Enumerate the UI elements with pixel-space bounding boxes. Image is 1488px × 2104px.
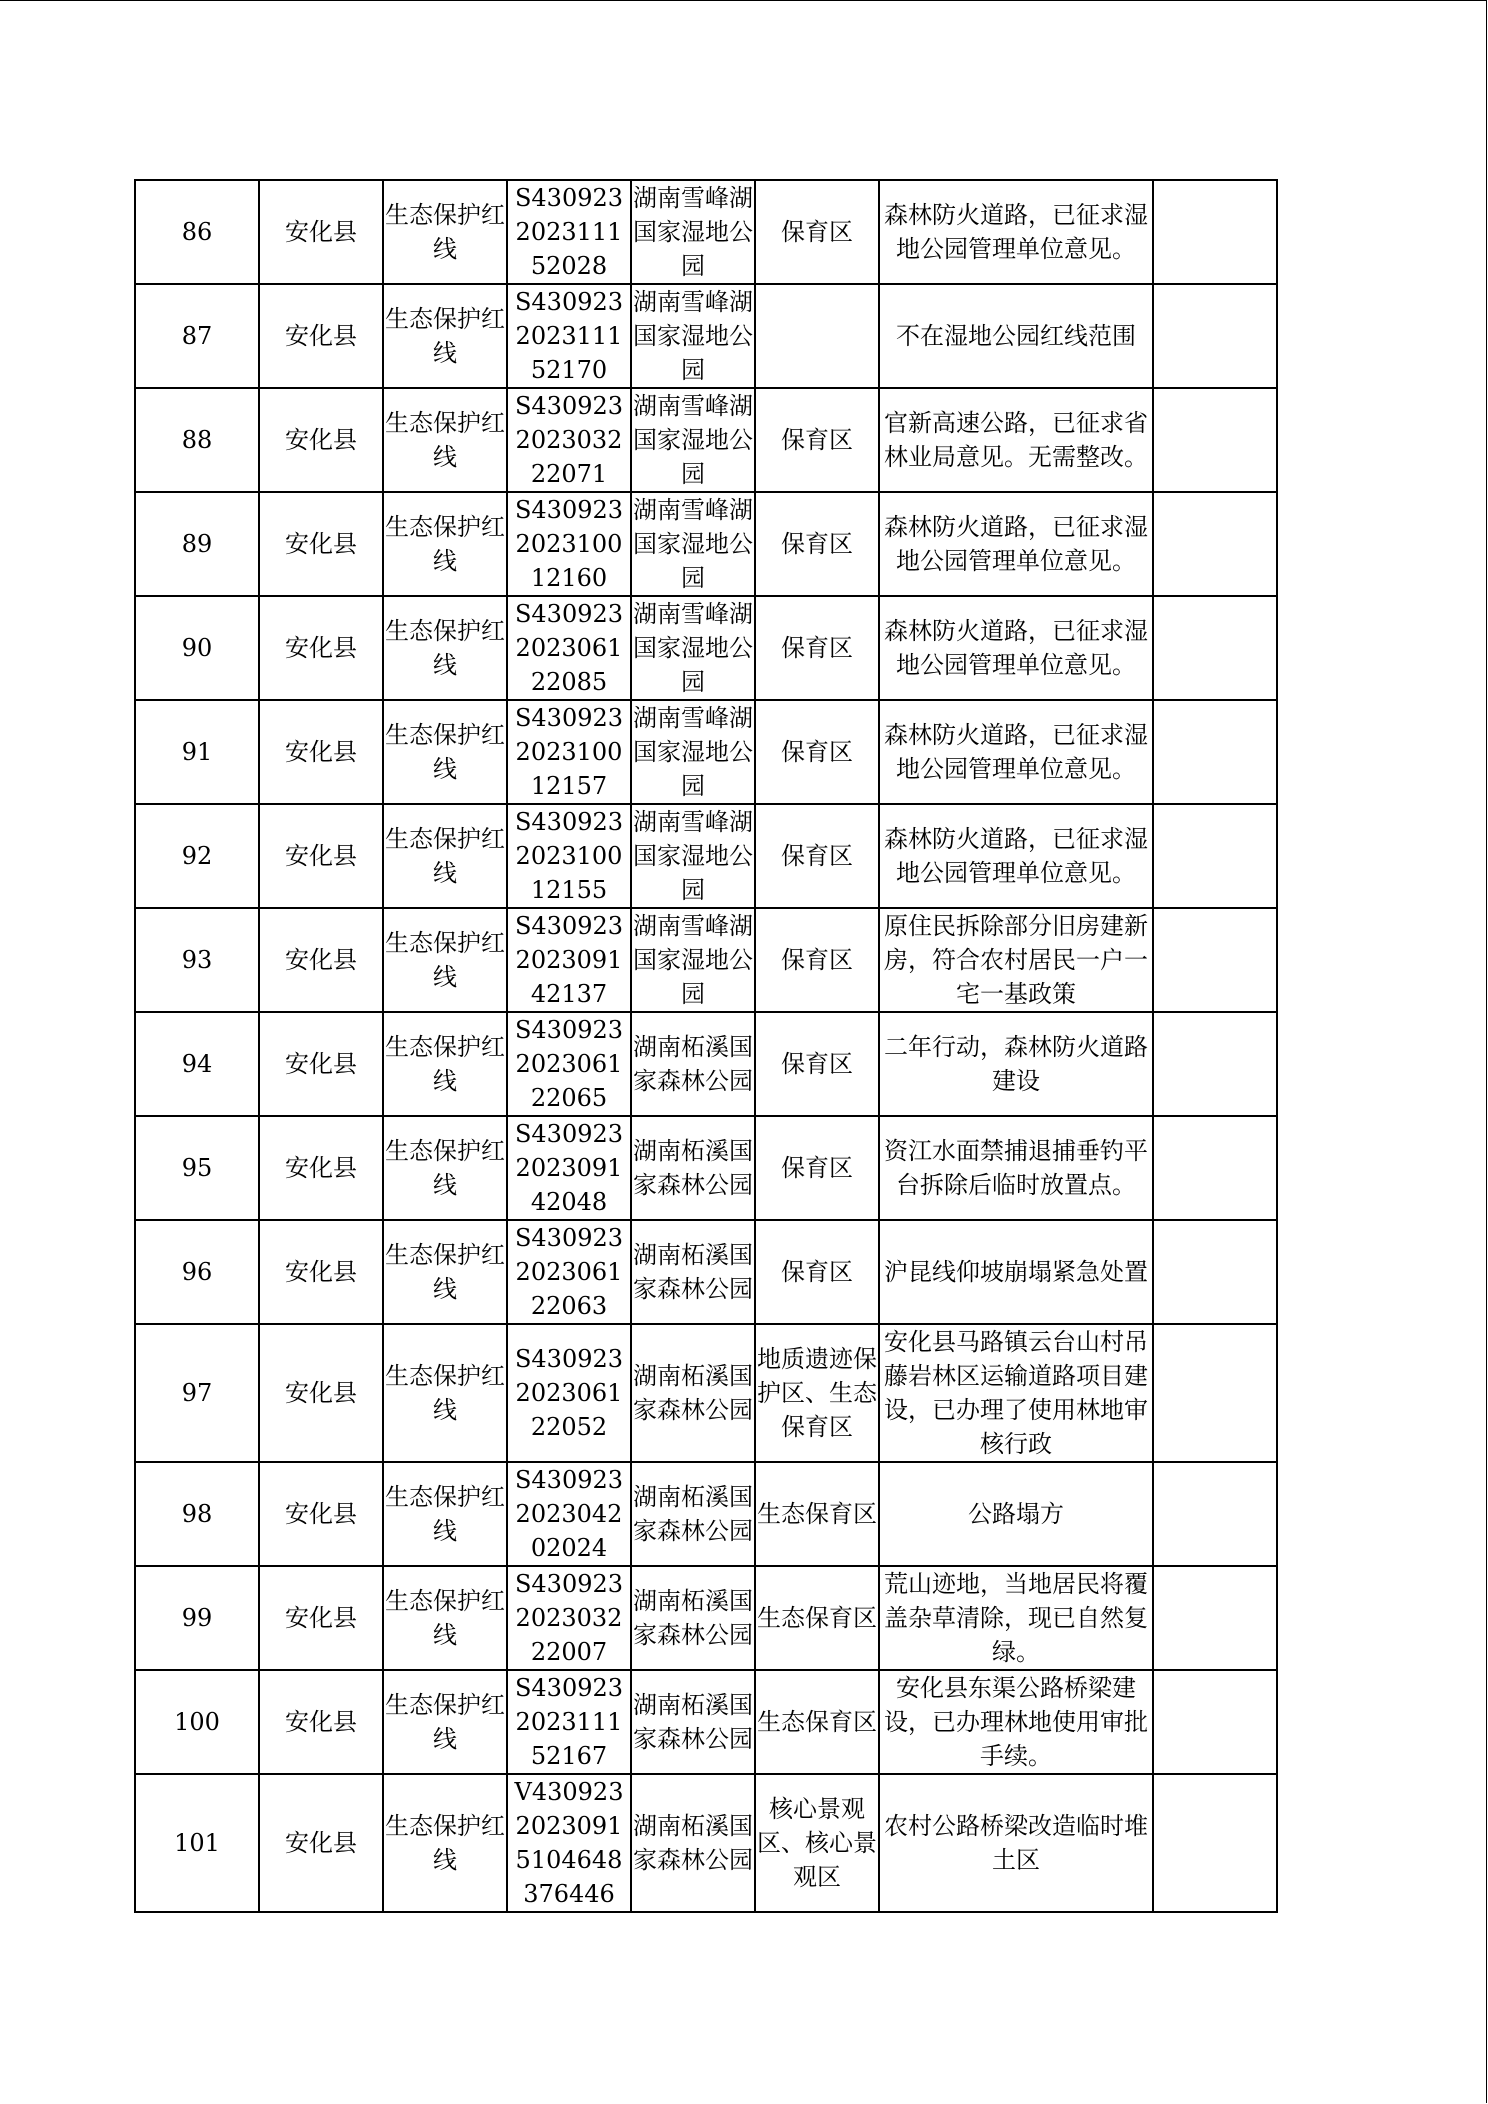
note-cell: 二年行动，森林防火道路建设 [879,1012,1153,1116]
county-cell: 安化县 [259,180,383,284]
note-cell: 荒山迹地，当地居民将覆盖杂草清除，现已自然复绿。 [879,1566,1153,1670]
table-body [135,180,1277,1912]
type-cell: 生态保护红线 [383,180,507,284]
table-row [135,1324,1277,1462]
note-cell: 安化县东渠公路桥梁建设，已办理林地使用审批手续。 [879,1670,1153,1774]
zone-cell [755,284,879,388]
park-cell: 湖南柘溪国家森林公园 [631,1324,755,1462]
code-cell: S430923202306122085 [507,596,631,700]
code-cell: S430923202310012160 [507,492,631,596]
note-cell: 原住民拆除部分旧房建新房，符合农村居民一户一宅一基政策 [879,908,1153,1012]
code-cell: S430923202309142137 [507,908,631,1012]
table-row [135,596,1277,700]
table-row [135,1566,1277,1670]
table-row [135,804,1277,908]
park-cell: 湖南雪峰湖国家湿地公园 [631,180,755,284]
type-cell: 生态保护红线 [383,1116,507,1220]
code-cell: S430923202306122052 [507,1324,631,1462]
county-cell: 安化县 [259,492,383,596]
code-cell: V43092320230915104648376446 [507,1774,631,1912]
zone-cell: 地质遗迹保护区、生态保育区 [755,1324,879,1462]
row-number-cell: 88 [135,388,259,492]
extra-cell [1153,1012,1277,1116]
note-cell: 官新高速公路，已征求省林业局意见。无需整改。 [879,388,1153,492]
table-row [135,1012,1277,1116]
park-cell: 湖南柘溪国家森林公园 [631,1670,755,1774]
park-cell: 湖南柘溪国家森林公园 [631,1774,755,1912]
zone-cell: 保育区 [755,1220,879,1324]
zone-cell: 保育区 [755,388,879,492]
code-cell: S430923202310012157 [507,700,631,804]
park-cell: 湖南雪峰湖国家湿地公园 [631,492,755,596]
extra-cell [1153,180,1277,284]
note-cell: 森林防火道路，已征求湿地公园管理单位意见。 [879,596,1153,700]
county-cell: 安化县 [259,1462,383,1566]
county-cell: 安化县 [259,388,383,492]
code-cell: S430923202311152028 [507,180,631,284]
row-number-cell: 86 [135,180,259,284]
county-cell: 安化县 [259,1670,383,1774]
code-cell: S430923202309142048 [507,1116,631,1220]
table-row [135,908,1277,1012]
county-cell: 安化县 [259,700,383,804]
table-row [135,1220,1277,1324]
park-cell: 湖南雪峰湖国家湿地公园 [631,700,755,804]
note-cell: 森林防火道路，已征求湿地公园管理单位意见。 [879,180,1153,284]
extra-cell [1153,1324,1277,1462]
code-cell: S430923202303222007 [507,1566,631,1670]
table-row [135,492,1277,596]
park-cell: 湖南柘溪国家森林公园 [631,1566,755,1670]
type-cell: 生态保护红线 [383,388,507,492]
code-cell: S430923202303222071 [507,388,631,492]
park-cell: 湖南柘溪国家森林公园 [631,1462,755,1566]
row-number-cell: 96 [135,1220,259,1324]
county-cell: 安化县 [259,1012,383,1116]
data-table [134,179,1278,1913]
code-cell: S430923202306122065 [507,1012,631,1116]
table-row [135,388,1277,492]
county-cell: 安化县 [259,1774,383,1912]
zone-cell: 保育区 [755,492,879,596]
zone-cell: 保育区 [755,1012,879,1116]
extra-cell [1153,1220,1277,1324]
zone-cell: 保育区 [755,908,879,1012]
zone-cell: 核心景观区、核心景观区 [755,1774,879,1912]
county-cell: 安化县 [259,1220,383,1324]
park-cell: 湖南柘溪国家森林公园 [631,1116,755,1220]
county-cell: 安化县 [259,1116,383,1220]
table-row [135,1774,1277,1912]
zone-cell: 保育区 [755,180,879,284]
type-cell: 生态保护红线 [383,804,507,908]
note-cell: 森林防火道路，已征求湿地公园管理单位意见。 [879,804,1153,908]
county-cell: 安化县 [259,804,383,908]
extra-cell [1153,492,1277,596]
type-cell: 生态保护红线 [383,1462,507,1566]
row-number-cell: 87 [135,284,259,388]
zone-cell: 生态保育区 [755,1462,879,1566]
type-cell: 生态保护红线 [383,1566,507,1670]
note-cell: 不在湿地公园红线范围 [879,284,1153,388]
code-cell: S430923202311152170 [507,284,631,388]
row-number-cell: 90 [135,596,259,700]
type-cell: 生态保护红线 [383,492,507,596]
extra-cell [1153,1462,1277,1566]
row-number-cell: 100 [135,1670,259,1774]
note-cell: 农村公路桥梁改造临时堆土区 [879,1774,1153,1912]
county-cell: 安化县 [259,908,383,1012]
extra-cell [1153,1670,1277,1774]
type-cell: 生态保护红线 [383,596,507,700]
extra-cell [1153,804,1277,908]
zone-cell: 保育区 [755,1116,879,1220]
extra-cell [1153,596,1277,700]
note-cell: 安化县马路镇云台山村吊藤岩林区运输道路项目建设，已办理了使用林地审核行政 [879,1324,1153,1462]
type-cell: 生态保护红线 [383,908,507,1012]
zone-cell: 保育区 [755,700,879,804]
extra-cell [1153,1774,1277,1912]
zone-cell: 保育区 [755,596,879,700]
note-cell: 资江水面禁捕退捕垂钓平台拆除后临时放置点。 [879,1116,1153,1220]
row-number-cell: 99 [135,1566,259,1670]
county-cell: 安化县 [259,284,383,388]
note-cell: 公路塌方 [879,1462,1153,1566]
zone-cell: 生态保育区 [755,1566,879,1670]
type-cell: 生态保护红线 [383,1324,507,1462]
extra-cell [1153,284,1277,388]
row-number-cell: 94 [135,1012,259,1116]
park-cell: 湖南雪峰湖国家湿地公园 [631,284,755,388]
park-cell: 湖南雪峰湖国家湿地公园 [631,388,755,492]
code-cell: S430923202310012155 [507,804,631,908]
extra-cell [1153,700,1277,804]
zone-cell: 保育区 [755,804,879,908]
county-cell: 安化县 [259,1566,383,1670]
table-row [135,1116,1277,1220]
park-cell: 湖南柘溪国家森林公园 [631,1220,755,1324]
row-number-cell: 95 [135,1116,259,1220]
table-row [135,284,1277,388]
park-cell: 湖南雪峰湖国家湿地公园 [631,596,755,700]
note-cell: 沪昆线仰坡崩塌紧急处置 [879,1220,1153,1324]
code-cell: S430923202306122063 [507,1220,631,1324]
type-cell: 生态保护红线 [383,700,507,804]
county-cell: 安化县 [259,596,383,700]
park-cell: 湖南雪峰湖国家湿地公园 [631,804,755,908]
row-number-cell: 92 [135,804,259,908]
extra-cell [1153,1116,1277,1220]
table-row [135,700,1277,804]
county-cell: 安化县 [259,1324,383,1462]
park-cell: 湖南柘溪国家森林公园 [631,1012,755,1116]
row-number-cell: 93 [135,908,259,1012]
row-number-cell: 98 [135,1462,259,1566]
row-number-cell: 97 [135,1324,259,1462]
code-cell: S430923202311152167 [507,1670,631,1774]
extra-cell [1153,388,1277,492]
park-cell: 湖南雪峰湖国家湿地公园 [631,908,755,1012]
type-cell: 生态保护红线 [383,1012,507,1116]
table-row [135,180,1277,284]
row-number-cell: 89 [135,492,259,596]
note-cell: 森林防火道路，已征求湿地公园管理单位意见。 [879,700,1153,804]
table-row [135,1670,1277,1774]
row-number-cell: 101 [135,1774,259,1912]
type-cell: 生态保护红线 [383,1220,507,1324]
table-row [135,1462,1277,1566]
type-cell: 生态保护红线 [383,284,507,388]
row-number-cell: 91 [135,700,259,804]
code-cell: S430923202304202024 [507,1462,631,1566]
type-cell: 生态保护红线 [383,1774,507,1912]
note-cell: 森林防火道路，已征求湿地公园管理单位意见。 [879,492,1153,596]
zone-cell: 生态保育区 [755,1670,879,1774]
type-cell: 生态保护红线 [383,1670,507,1774]
extra-cell [1153,908,1277,1012]
extra-cell [1153,1566,1277,1670]
